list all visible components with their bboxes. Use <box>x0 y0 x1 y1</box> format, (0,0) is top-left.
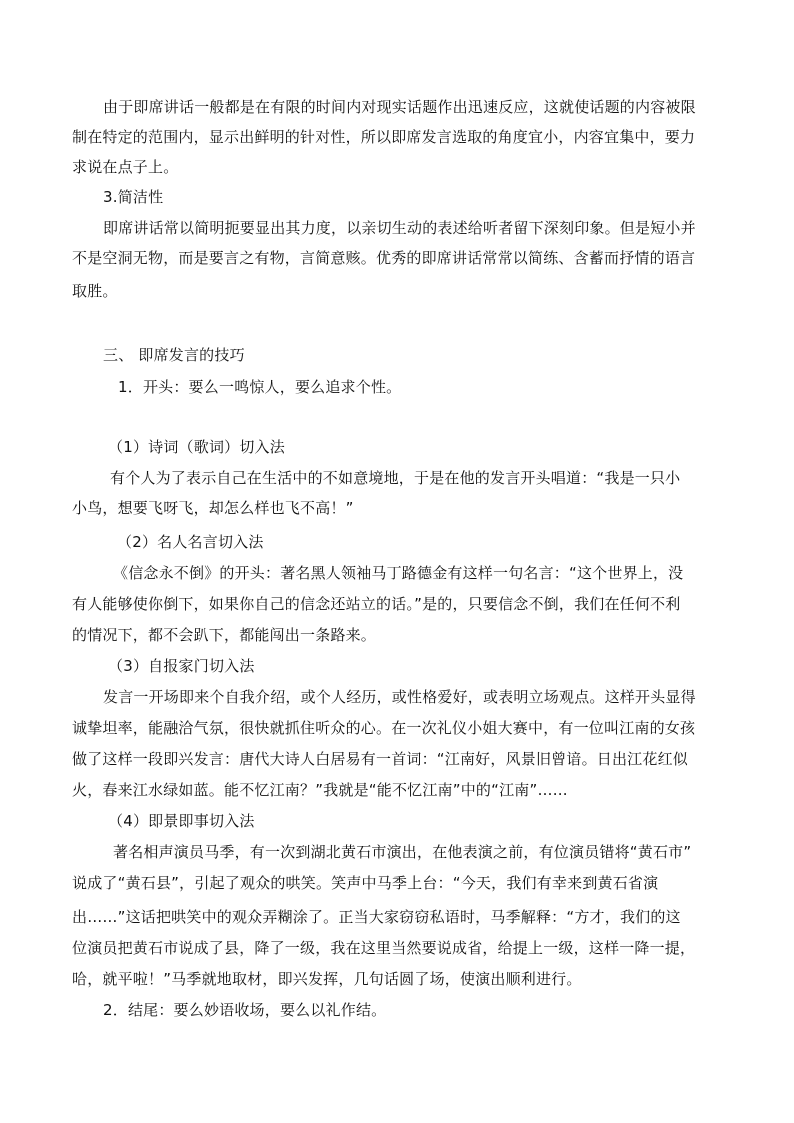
paragraph-line: 有个人为了表示自己在生活中的不如意境地，于是在他的发言开头唱道：“我是一只小 <box>110 469 681 487</box>
subsection-heading: 2．结尾：要么妙语收场，要么以礼作结。 <box>103 1001 387 1019</box>
paragraph-line: 说成了“黄石县”，引起了观众的哄笑。笑声中马季上台：“今天，我们有幸来到黄石省演 <box>72 874 659 892</box>
paragraph-line: 出……”这话把哄笑中的观众弄糊涂了。正当大家窃窃私语时，马季解释：“方才，我们的这 <box>72 908 681 926</box>
paragraph-line: 著名相声演员马季，有一次到湖北黄石市演出，在他表演之前，有位演员错将“黄石市” <box>113 843 692 861</box>
method-heading: （2）名人名言切入法 <box>117 533 264 551</box>
paragraph-line: 的情况下，都不会趴下，都能闯出一条路来。 <box>72 626 377 644</box>
paragraph-line: 取胜。 <box>72 282 118 300</box>
method-heading: （3）自报家门切入法 <box>108 657 255 675</box>
paragraph-line: 有人能够使你倒下，如果你自己的信念还站立的话。”是的，只要信念不倒，我们在任何不利 <box>72 595 681 613</box>
section-heading: 3.简洁性 <box>103 188 164 206</box>
paragraph-line: 不是空洞无物，而是要言之有物，言简意赅。优秀的即席讲话常常以简练、含蓄而抒情的语言 <box>72 249 696 267</box>
paragraph-line: 发言一开场即来个自我介绍，或个人经历，或性格爱好，或表明立场观点。这样开头显得 <box>103 688 696 706</box>
paragraph-line: 制在特定的范围内，显示出鲜明的针对性，所以即席发言选取的角度宜小，内容宜集中，要力 <box>72 128 696 146</box>
method-heading: （1）诗词（歌词）切入法 <box>108 438 285 456</box>
paragraph-line: 即席讲话常以简明扼要显出其力度，以亲切生动的表述给听者留下深刻印象。但是短小并 <box>103 219 696 237</box>
paragraph-line: 火，春来江水绿如蓝。能不忆江南？”我就是“能不忆江南”中的“江南”…… <box>72 781 568 799</box>
subsection-heading: 1．开头：要么一鸣惊人，要么追求个性。 <box>118 378 402 396</box>
method-heading: （4）即景即事切入法 <box>108 812 255 830</box>
paragraph-line: 位演员把黄石市说成了县，降了一级，我在这里当然要说成省，给提上一级，这样一降一提， <box>72 939 696 957</box>
section-heading: 三、 即席发言的技巧 <box>103 346 245 364</box>
paragraph-line: 小鸟，想要飞呀飞，却怎么样也飞不高！” <box>72 499 354 517</box>
paragraph-line: 《信念永不倒》的开头：著名黑人领袖马丁路德金有这样一句名言：“这个世界上，没 <box>113 564 684 582</box>
paragraph-line: 哈，就平啦！”马季就地取材，即兴发挥，几句话圆了场，使演出顺利进行。 <box>72 970 582 988</box>
paragraph-line: 求说在点子上。 <box>72 158 179 176</box>
paragraph-line: 诚挚坦率，能融洽气氛，很快就抓住听众的心。在一次礼仪小姐大赛中，有一位叫江南的女孩 <box>72 719 696 737</box>
paragraph-line: 做了这样一段即兴发言：唐代大诗人白居易有一首词：“江南好，风景旧曾谙。日出江花红似 <box>72 750 688 768</box>
paragraph-line: 由于即席讲话一般都是在有限的时间内对现实话题作出迅速反应，这就使话题的内容被限 <box>103 98 696 116</box>
